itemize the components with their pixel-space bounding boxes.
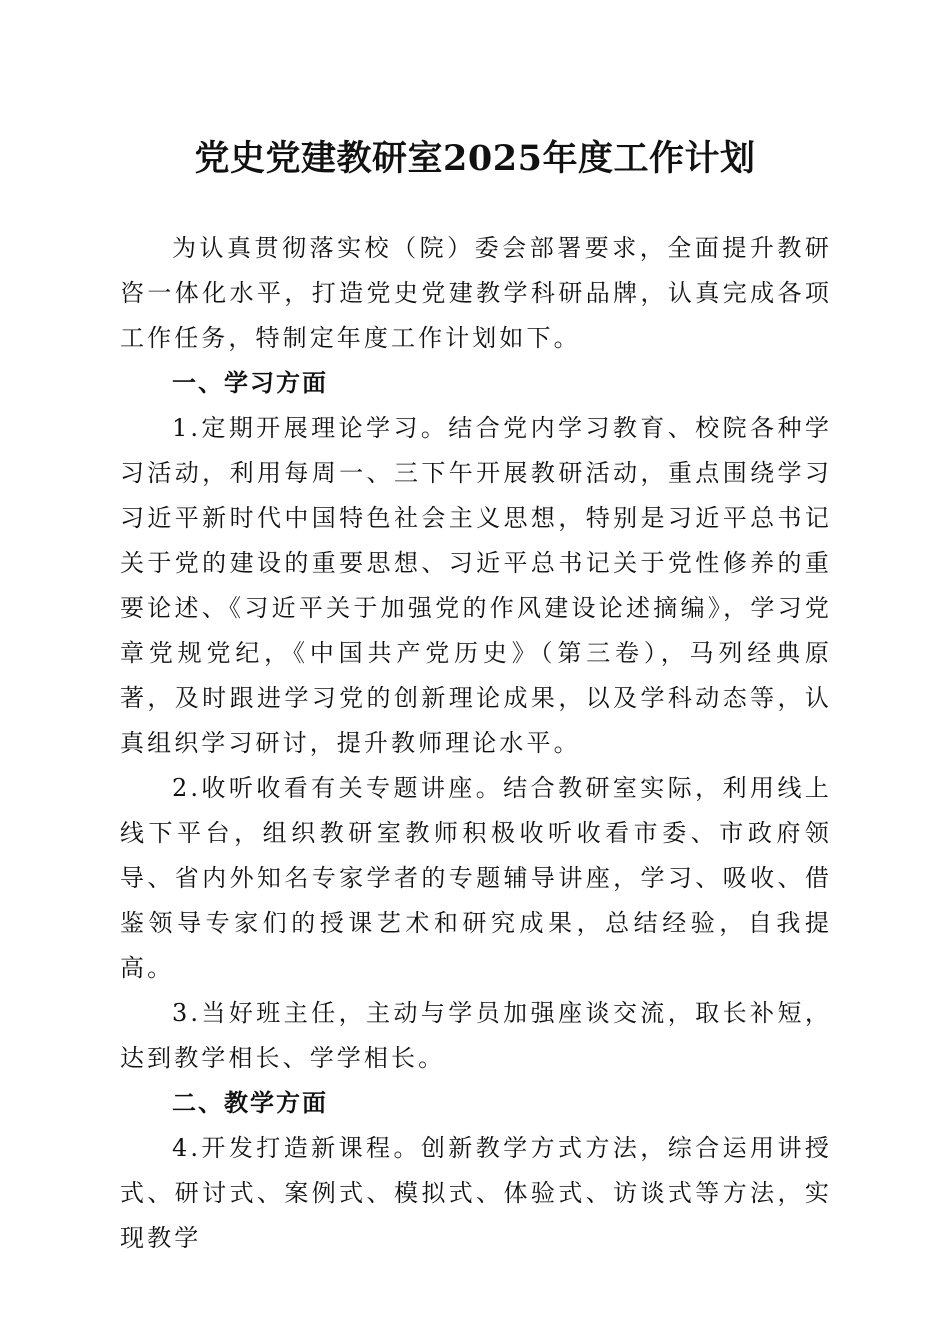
intro-paragraph: 为认真贯彻落实校（院）委会部署要求，全面提升教研咨一体化水平，打造党史党建教学科研品牌，认真完成各项工作任务，特制定年度工作计划如下。 bbox=[120, 234, 832, 352]
item-paragraph-4: 4.开发打造新课程。创新教学方式方法，综合运用讲授式、研讨式、案例式、模拟式、体验式、访谈式等方法，实现教学 bbox=[120, 1134, 832, 1252]
item-paragraph-1: 1.定期开展理论学习。结合党内学习教育、校院各种学习活动，利用每周一、三下午开展教研活动，重点围绕学习习近平新时代中国特色社会主义思想，特别是习近平总书记关于党的建设的重要思想、习近平总书记关于党性修养的重要论述、《习近平关于加强党的作风建设论述摘编》，学习党章党规党纪，《中国共产党历史》（第三卷），马列经典原著，及时跟进学习党的创新理论成果，以及学科动态等，认真组织学习研讨，提升教师理论水平。 bbox=[120, 414, 832, 757]
document-title: 党史党建教研室2025年度工作计划 bbox=[194, 138, 756, 179]
item-paragraph-2: 2.收听收看有关专题讲座。结合教研室实际，利用线上线下平台，组织教研室教师积极收听收看市委、市政府领导、省内外知名专家学者的专题辅导讲座，学习、吸收、借鉴领导专家们的授课艺术和研究成果，总结经验，自我提高。 bbox=[120, 774, 832, 982]
item-paragraph-3: 3.当好班主任，主动与学员加强座谈交流，取长补短，达到教学相长、学学相长。 bbox=[120, 999, 832, 1072]
section-heading-teaching: 二、教学方面 bbox=[172, 1089, 328, 1117]
document-body bbox=[120, 226, 832, 1261]
section-heading-study: 一、学习方面 bbox=[172, 369, 328, 397]
